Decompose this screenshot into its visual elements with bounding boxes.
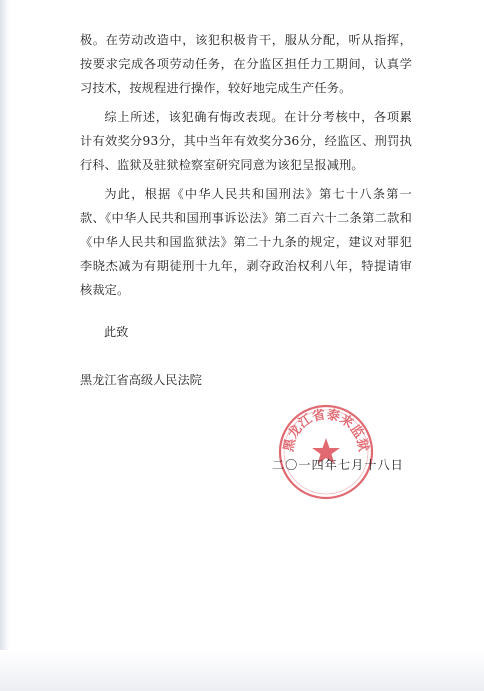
seal-text: 黑龙江省泰来监狱	[281, 407, 371, 453]
document-body	[80, 28, 412, 302]
addressee: 黑龙江省高级人民法院	[80, 373, 202, 387]
official-seal	[276, 402, 376, 502]
greeting: 此致	[104, 325, 129, 339]
paragraph-labor: 极。在劳动改造中，该犯积极肯干，服从分配，听从指挥，按要求完成各项劳动任务，在分监区担任力工期间，认真学习技术，按规程进行操作，较好地完成生产任务。	[80, 33, 412, 95]
scan-shadow-bottom	[0, 650, 484, 691]
scan-shadow-left	[0, 0, 10, 691]
paragraph-summary: 综上所述，该犯确有悔改表现。在计分考核中，各项累计有效奖分93分，其中当年有效奖分36分，经监区、刑罚执行科、监狱及驻狱检察室研究同意为该犯呈报减刑。	[80, 110, 412, 172]
paragraph-legal-basis: 为此，根据《中华人民共和国刑法》第七十八条第一款、《中华人民共和国刑事诉讼法》第二百六十二条第二款和《中华人民共和国监狱法》第二十九条的规定，建议对罪犯李晓杰减为有期徒刑十九年，剥夺政治权利八年，特提请审核裁定。	[80, 187, 412, 297]
document-date: 二〇一四年七月十八日	[272, 458, 404, 472]
